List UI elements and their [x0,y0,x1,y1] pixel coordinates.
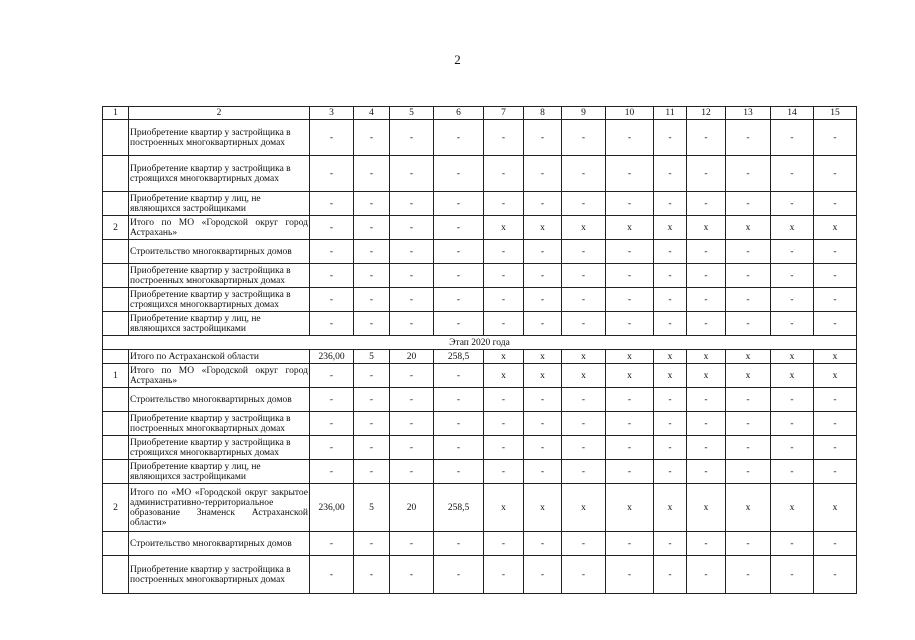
cell-value: - [524,192,562,216]
cell-value: - [354,312,390,336]
table-row [103,388,857,412]
cell-value: - [654,388,687,412]
cell-value: - [434,240,484,264]
cell-value: - [354,460,390,484]
cell-value: - [687,312,726,336]
cell-value: - [310,364,354,388]
cell-value: - [771,412,814,436]
cell-value: - [606,192,654,216]
cell-value: x [687,364,726,388]
row-number [103,264,129,288]
table-row [103,532,857,556]
row-name: Приобретение квартир у лиц, не являющихся застройщиками [129,460,310,484]
row-name: Приобретение квартир у застройщика в построенных многоквартирных домах [129,120,310,156]
cell-value: x [484,216,524,240]
cell-value: x [687,216,726,240]
cell-value: x [814,350,857,364]
cell-value: - [524,288,562,312]
cell-value: - [310,436,354,460]
cell-value: - [354,436,390,460]
cell-value: - [687,288,726,312]
cell-value: - [390,556,434,594]
cell-value: - [687,412,726,436]
row-name: Итого по Астраханской области [129,350,310,364]
table-row [103,240,857,264]
cell-value: - [310,264,354,288]
cell-value: x [771,216,814,240]
cell-value: - [310,312,354,336]
cell-value: - [562,264,606,288]
cell-value: - [524,532,562,556]
cell-value: x [484,364,524,388]
row-number [103,156,129,192]
cell-value: - [562,532,606,556]
cell-value: - [771,436,814,460]
cell-value: - [390,532,434,556]
table-row [103,120,857,156]
cell-value: - [687,240,726,264]
cell-value: x [606,484,654,532]
cell-value: - [726,156,771,192]
cell-value: - [687,156,726,192]
cell-value: - [524,312,562,336]
row-name: Приобретение квартир у лиц, не являющихся застройщиками [129,312,310,336]
row-name: Приобретение квартир у застройщика в строящихся многоквартирных домах [129,288,310,312]
cell-value: x [687,350,726,364]
row-number [103,388,129,412]
row-number: 2 [103,484,129,532]
cell-value: - [771,156,814,192]
cell-value: - [687,120,726,156]
cell-value: x [524,350,562,364]
column-number: 3 [310,107,354,120]
table-row [103,216,857,240]
cell-value: x [726,216,771,240]
cell-value: - [687,192,726,216]
cell-value: - [524,388,562,412]
cell-value: - [687,460,726,484]
cell-value: - [814,532,857,556]
cell-value: - [814,436,857,460]
column-number: 12 [687,107,726,120]
cell-value: - [434,532,484,556]
cell-value: - [390,288,434,312]
cell-value: 20 [390,350,434,364]
cell-value: - [484,156,524,192]
cell-value: - [434,120,484,156]
cell-value: - [726,532,771,556]
cell-value: - [726,556,771,594]
cell-value: - [771,532,814,556]
cell-value: x [726,350,771,364]
row-name: Приобретение квартир у застройщика в построенных многоквартирных домах [129,264,310,288]
cell-value: - [654,192,687,216]
cell-value: - [524,156,562,192]
cell-value: - [726,436,771,460]
cell-value: - [654,264,687,288]
cell-value: - [484,532,524,556]
cell-value: - [562,412,606,436]
cell-value: - [484,556,524,594]
row-number [103,192,129,216]
table-body [103,107,857,594]
cell-value: - [814,240,857,264]
cell-value: - [814,412,857,436]
cell-value: - [354,364,390,388]
cell-value: - [390,412,434,436]
cell-value: - [434,388,484,412]
row-name: Приобретение квартир у застройщика в построенных многоквартирных домах [129,556,310,594]
cell-value: - [606,120,654,156]
cell-value: - [310,388,354,412]
cell-value: - [654,240,687,264]
cell-value: x [562,350,606,364]
cell-value: - [687,532,726,556]
row-number [103,350,129,364]
cell-value: - [310,288,354,312]
cell-value: - [390,312,434,336]
cell-value: - [562,120,606,156]
cell-value: - [354,412,390,436]
cell-value: 258,5 [434,350,484,364]
cell-value: - [390,240,434,264]
cell-value: 5 [354,484,390,532]
cell-value: - [606,312,654,336]
row-name: Итого по «МО «Городской округ закрытое административно-территориальное образование Знаменск Астраханской области» [129,484,310,532]
cell-value: - [726,388,771,412]
row-number [103,288,129,312]
column-number: 15 [814,107,857,120]
cell-value: - [726,192,771,216]
cell-value: - [434,216,484,240]
cell-value: - [524,460,562,484]
cell-value: - [354,156,390,192]
cell-value: x [654,484,687,532]
cell-value: - [654,156,687,192]
cell-value: - [484,120,524,156]
cell-value: - [310,192,354,216]
cell-value: - [606,388,654,412]
cell-value: - [390,120,434,156]
cell-value: - [390,156,434,192]
row-number [103,460,129,484]
cell-value: x [654,216,687,240]
cell-value: - [354,532,390,556]
cell-value: 5 [354,350,390,364]
cell-value: x [814,364,857,388]
row-number [103,240,129,264]
cell-value: - [484,436,524,460]
row-number [103,120,129,156]
cell-value: x [524,216,562,240]
cell-value: - [726,288,771,312]
cell-value: - [354,556,390,594]
row-name: Приобретение квартир у лиц, не являющихся застройщиками [129,192,310,216]
cell-value: - [310,556,354,594]
table-row [103,364,857,388]
cell-value: - [484,192,524,216]
column-number: 6 [434,107,484,120]
cell-value: - [562,436,606,460]
cell-value: - [726,312,771,336]
column-number: 11 [654,107,687,120]
column-number: 1 [103,107,129,120]
cell-value: - [814,312,857,336]
table-row [103,484,857,532]
cell-value: - [606,264,654,288]
row-name: Приобретение квартир у застройщика в построенных многоквартирных домах [129,412,310,436]
cell-value: - [606,460,654,484]
column-number: 13 [726,107,771,120]
cell-value: - [771,192,814,216]
cell-value: - [562,192,606,216]
cell-value: - [726,120,771,156]
cell-value: - [771,120,814,156]
cell-value: - [687,556,726,594]
column-number: 2 [129,107,310,120]
cell-value: - [354,192,390,216]
cell-value: x [814,216,857,240]
cell-value: - [726,240,771,264]
cell-value: - [562,156,606,192]
table-row [103,412,857,436]
table-row [103,556,857,594]
row-name: Итого по МО «Городской округ город Астрахань» [130,217,308,238]
column-number: 8 [524,107,562,120]
cell-value: - [606,412,654,436]
cell-value: x [524,484,562,532]
cell-value: - [771,312,814,336]
cell-value: - [606,240,654,264]
cell-value: - [771,556,814,594]
cell-value: - [771,264,814,288]
cell-value: - [484,240,524,264]
cell-value: x [687,484,726,532]
cell-value: - [310,532,354,556]
cell-value: - [524,120,562,156]
cell-value: - [354,240,390,264]
cell-value: - [310,120,354,156]
column-number: 7 [484,107,524,120]
cell-value: x [771,364,814,388]
cell-value: - [310,460,354,484]
cell-value: - [484,288,524,312]
cell-value: - [814,556,857,594]
cell-value: - [562,312,606,336]
cell-value: x [484,484,524,532]
cell-value: x [726,364,771,388]
cell-value: - [390,364,434,388]
cell-value: - [524,436,562,460]
table-row [103,436,857,460]
cell-value: x [726,484,771,532]
cell-value: - [606,556,654,594]
cell-value: - [726,264,771,288]
cell-value: - [814,120,857,156]
cell-value: - [434,364,484,388]
column-number: 4 [354,107,390,120]
cell-value: 20 [390,484,434,532]
cell-value: - [814,192,857,216]
cell-value: - [654,532,687,556]
table-row [103,288,857,312]
cell-value: - [434,156,484,192]
row-number: 1 [103,364,129,388]
cell-value: - [484,460,524,484]
cell-value: - [687,264,726,288]
cell-value: - [687,388,726,412]
cell-value: - [434,412,484,436]
row-number [103,312,129,336]
row-name: Приобретение квартир у застройщика в строящихся многоквартирных домах [129,156,310,192]
cell-value: - [524,240,562,264]
cell-value: - [654,460,687,484]
page-number: 2 [454,52,461,67]
cell-value: - [606,156,654,192]
cell-value: - [654,556,687,594]
cell-value: - [434,192,484,216]
cell-value: - [771,388,814,412]
cell-value: - [771,288,814,312]
row-name: Строительство многоквартирных домов [129,532,310,556]
cell-value: - [484,412,524,436]
cell-value: - [562,460,606,484]
column-number: 5 [390,107,434,120]
cell-value: 236,00 [310,350,354,364]
cell-value: x [814,484,857,532]
cell-value: - [434,556,484,594]
row-name: Строительство многоквартирных домов [129,388,310,412]
cell-value: - [654,312,687,336]
cell-value: - [814,264,857,288]
cell-value: - [434,312,484,336]
column-number: 9 [562,107,606,120]
cell-value: - [484,388,524,412]
row-name: Приобретение квартир у застройщика в строящихся многоквартирных домах [129,436,310,460]
cell-value: - [771,240,814,264]
cell-value: - [434,460,484,484]
cell-value: - [726,460,771,484]
cell-value: - [654,436,687,460]
cell-value: - [310,412,354,436]
table-row [103,192,857,216]
cell-value: - [434,436,484,460]
cell-value: - [390,264,434,288]
row-name: Строительство многоквартирных домов [129,240,310,264]
cell-value: - [484,312,524,336]
table-row [103,312,857,336]
cell-value: - [562,388,606,412]
table-row [103,350,857,364]
cell-value: - [687,436,726,460]
cell-value: - [390,388,434,412]
cell-value: - [814,388,857,412]
cell-value: - [654,288,687,312]
cell-value: - [654,412,687,436]
cell-value: 258,5 [434,484,484,532]
cell-value: - [354,388,390,412]
cell-value: - [354,216,390,240]
table-row [103,156,857,192]
cell-value: - [390,192,434,216]
cell-value: x [606,350,654,364]
cell-value: - [524,412,562,436]
cell-value: - [434,288,484,312]
cell-value: x [771,350,814,364]
stage-label: Этап 2020 года [103,336,857,350]
cell-value: x [606,364,654,388]
cell-value: - [524,556,562,594]
cell-value: x [771,484,814,532]
cell-value: - [771,460,814,484]
cell-value: - [310,240,354,264]
cell-value: x [654,350,687,364]
row-number [103,532,129,556]
row-number [103,412,129,436]
table-row [103,460,857,484]
cell-value: x [562,364,606,388]
cell-value: x [524,364,562,388]
row-number [103,436,129,460]
cell-value: 236,00 [310,484,354,532]
cell-value: - [606,532,654,556]
row-name: Итого по МО «Городской округ город Астрахань» [130,365,308,386]
cell-value: - [434,264,484,288]
column-number: 10 [606,107,654,120]
cell-value: - [390,460,434,484]
cell-value: - [390,436,434,460]
cell-value: - [390,216,434,240]
cell-value: - [562,240,606,264]
cell-value: - [310,216,354,240]
cell-value: - [606,288,654,312]
cell-value: x [562,484,606,532]
cell-value: x [484,350,524,364]
cell-value: x [562,216,606,240]
cell-value: - [484,264,524,288]
cell-value: - [814,156,857,192]
row-number [103,556,129,594]
row-number: 2 [103,216,129,240]
cell-value: - [354,288,390,312]
column-number: 14 [771,107,814,120]
cell-value: - [354,264,390,288]
cell-value: - [562,556,606,594]
cell-value: - [814,288,857,312]
cell-value: - [654,120,687,156]
cell-value: - [524,264,562,288]
stage-row [103,336,857,350]
cell-value: - [354,120,390,156]
cell-value: - [726,412,771,436]
cell-value: - [562,288,606,312]
cell-value: - [606,436,654,460]
cell-value: x [654,364,687,388]
table-row [103,264,857,288]
cell-value: - [310,156,354,192]
cell-value: - [814,460,857,484]
header-row [103,107,857,120]
data-table [102,106,857,594]
cell-value: x [606,216,654,240]
